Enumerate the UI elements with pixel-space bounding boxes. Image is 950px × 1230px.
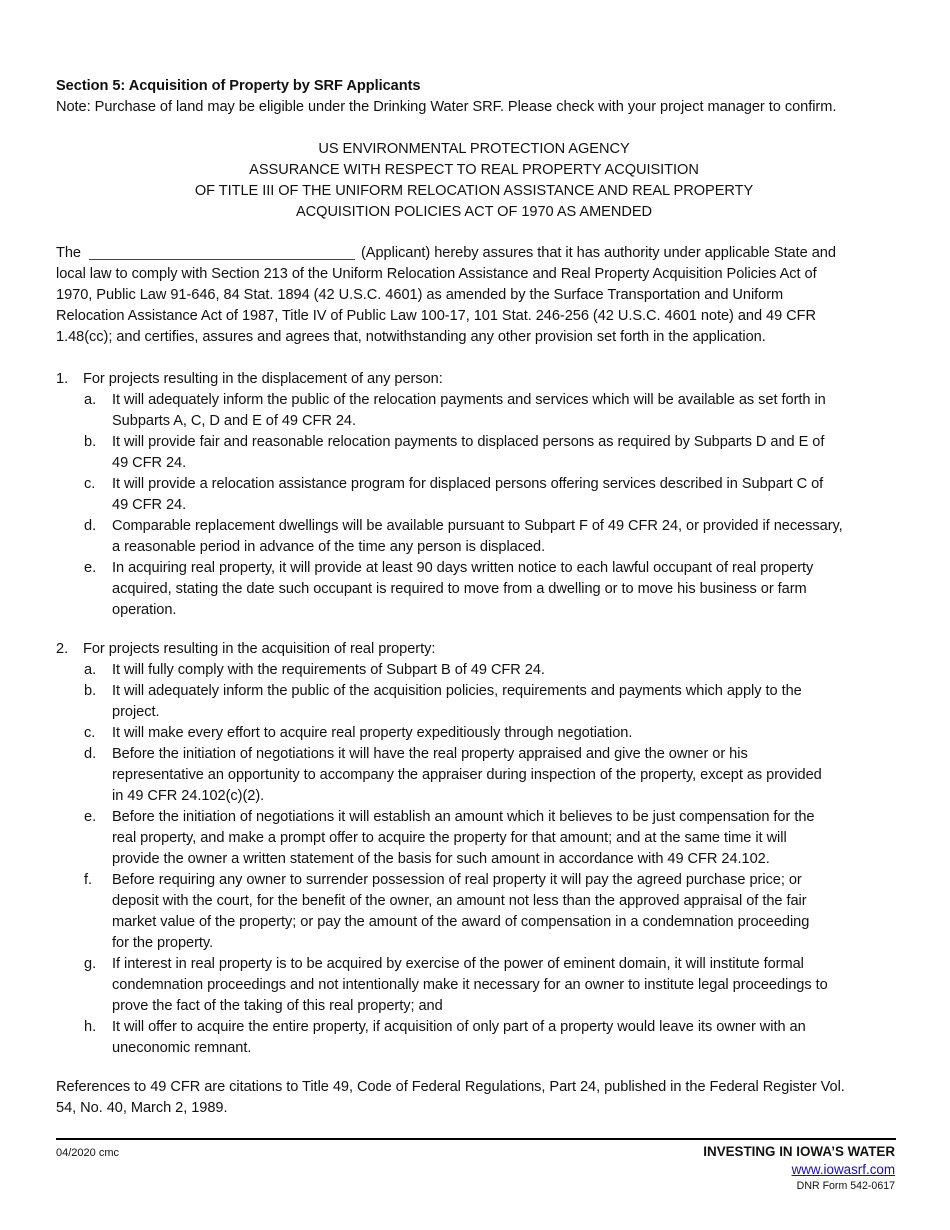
list-item-line: project. — [112, 704, 160, 720]
list-item — [56, 807, 898, 870]
footer-right-block — [703, 1143, 895, 1193]
list-item-line: representative an opportunity to accompany the appraiser during inspection of the property, except as provided — [112, 767, 822, 783]
intro-line: 1.48(cc); and certifies, assures and agrees that, notwithstanding any other provision set forth in the application. — [56, 329, 766, 345]
list-item-text — [112, 681, 898, 723]
website-link[interactable]: www.iowasrf.com — [791, 1162, 895, 1177]
list-item-letter: f. — [84, 872, 93, 888]
list-heading — [56, 369, 898, 390]
agency-heading-line: US ENVIRONMENTAL PROTECTION AGENCY — [318, 141, 630, 157]
list-item — [56, 870, 898, 954]
list-item — [56, 432, 898, 474]
list-item-letter: b. — [84, 683, 97, 699]
list-item-line: in 49 CFR 24.102(c)(2). — [112, 788, 265, 804]
list-item — [56, 390, 898, 432]
list-item — [56, 660, 898, 681]
list-item-letter: e. — [84, 809, 97, 825]
list-item-line: Comparable replacement dwellings will be available pursuant to Subpart F of 49 CFR 24, or provided if necessary, — [112, 518, 843, 534]
list-item-text — [112, 807, 898, 870]
section-note: Note: Purchase of land may be eligible under the Drinking Water SRF. Please check with your project manager to confirm. — [56, 99, 837, 115]
references-line: 54, No. 40, March 2, 1989. — [56, 1100, 228, 1116]
list-item-line: Before the initiation of negotiations it will establish an amount which it believes to be just compensation for the — [112, 809, 815, 825]
references-paragraph — [56, 1077, 898, 1119]
agency-heading-line: OF TITLE III OF THE UNIFORM RELOCATION ASSISTANCE AND REAL PROPERTY — [194, 183, 754, 199]
list-item-letter: e. — [84, 560, 97, 576]
footer-date-code: 04/2020 cmc — [56, 1147, 119, 1159]
list-item-text — [112, 558, 898, 621]
list-item-text — [112, 516, 898, 558]
references-line: References to 49 CFR are citations to Title 49, Code of Federal Regulations, Part 24, published in the Federal Register Vol. — [56, 1079, 845, 1095]
list-item — [56, 474, 898, 516]
displacement-list — [56, 369, 898, 621]
list-item-line: provide the owner a written statement of the basis for such amount in accordance with 49 CFR 24.102. — [112, 851, 770, 867]
list-item-line: 49 CFR 24. — [112, 455, 187, 471]
list-item-line: for the property. — [112, 935, 214, 951]
list-item-line: deposit with the court, for the benefit of the owner, an amount not less than the approved appraisal of the fair — [112, 893, 807, 909]
section-title: Section 5: Acquisition of Property by SRF Applicants — [56, 78, 421, 94]
list-item-line: It will adequately inform the public of the relocation payments and services which will be available as set forth in — [112, 392, 826, 408]
list-heading-text: For projects resulting in the displacement of any person: — [83, 371, 443, 387]
list-item-line: prove the fact of the taking of this real property; and — [112, 998, 443, 1014]
list-item-line: Before requiring any owner to surrender possession of real property it will pay the agreed purchase price; or — [112, 872, 802, 888]
list-item-line: market value of the property; or pay the amount of the award of compensation in a condemnation proceeding — [112, 914, 810, 930]
list-item-line: Subparts A, C, D and E of 49 CFR 24. — [112, 413, 356, 429]
list-item-line: acquired, stating the date such occupant is required to move from a dwelling or to move his business or farm — [112, 581, 807, 597]
list-item-line: It will make every effort to acquire real property expeditiously through negotiation. — [112, 725, 633, 741]
list-item-line: It will fully comply with the requirements of Subpart B of 49 CFR 24. — [112, 662, 545, 678]
list-item-letter: c. — [84, 725, 96, 741]
list-item — [56, 744, 898, 807]
list-heading-text: For projects resulting in the acquisition of real property: — [83, 641, 436, 657]
list-item-text — [112, 744, 898, 807]
intro-first-line — [56, 243, 898, 264]
list-item-line: It will provide a relocation assistance program for displaced persons offering services described in Subpart C of — [112, 476, 824, 492]
list-item — [56, 681, 898, 723]
intro-prefix: The — [56, 245, 81, 261]
list-item — [56, 1017, 898, 1059]
list-item-letter: c. — [84, 476, 96, 492]
list-item-line: real property, and make a prompt offer to acquire the property for that amount; and at the same time it will — [112, 830, 787, 846]
list-item-text — [112, 390, 898, 432]
list-item-letter: h. — [84, 1019, 97, 1035]
list-item — [56, 558, 898, 621]
intro-paragraph — [56, 243, 898, 348]
list-item-text — [112, 1017, 898, 1059]
list-item-letter: a. — [84, 662, 97, 678]
list-item-line: It will adequately inform the public of the acquisition policies, requirements and payments which apply to the — [112, 683, 802, 699]
list-item-line: condemnation proceedings and not intentionally make it necessary for an owner to institute legal proceedings to — [112, 977, 828, 993]
acquisition-list — [56, 639, 898, 1059]
list-item — [56, 723, 898, 744]
footer-divider — [56, 1138, 896, 1140]
list-heading — [56, 639, 898, 660]
list-item-text — [112, 474, 898, 516]
intro-after-blank: (Applicant) hereby assures that it has authority under applicable State and — [361, 245, 836, 261]
agency-heading-line: ACQUISITION POLICIES ACT OF 1970 AS AMENDED — [295, 204, 653, 220]
list-item-text — [112, 660, 898, 681]
list-item-line: a reasonable period in advance of the time any person is displaced. — [112, 539, 546, 555]
list-item-line: Before the initiation of negotiations it will have the real property appraised and give the owner or his — [112, 746, 748, 762]
list-item-letter: b. — [84, 434, 97, 450]
list-item-text — [112, 954, 898, 1017]
list-item-line: In acquiring real property, it will provide at least 90 days written notice to each lawful occupant of real property — [112, 560, 814, 576]
agency-heading-line: ASSURANCE WITH RESPECT TO REAL PROPERTY ACQUISITION — [249, 162, 699, 178]
list-item — [56, 516, 898, 558]
list-item-line: It will offer to acquire the entire property, if acquisition of only part of a property would leave its owner with an — [112, 1019, 806, 1035]
list-item-letter: a. — [84, 392, 97, 408]
list-item-line: It will provide fair and reasonable relocation payments to displaced persons as required by Subparts D and E of — [112, 434, 825, 450]
list-item-line: If interest in real property is to be acquired by exercise of the power of eminent domain, it will institute formal — [112, 956, 804, 972]
intro-line: Relocation Assistance Act of 1987, Title IV of Public Law 100-17, 101 Stat. 246-256 (42 U.S.C. 4601 note) and 49 CFR — [56, 308, 817, 324]
list-item-letter: d. — [84, 518, 97, 534]
list-item — [56, 954, 898, 1017]
list-item-line: operation. — [112, 602, 177, 618]
list-item-letter: d. — [84, 746, 97, 762]
agency-heading — [56, 139, 892, 223]
list-item-text — [112, 432, 898, 474]
list-item-line: 49 CFR 24. — [112, 497, 187, 513]
intro-line: local law to comply with Section 213 of the Uniform Relocation Assistance and Real Property Acquisition Policies Act of — [56, 266, 817, 282]
list-item-line: uneconomic remnant. — [112, 1040, 252, 1056]
form-number: DNR Form 542-0617 — [796, 1180, 895, 1192]
list-number: 2. — [56, 641, 69, 657]
list-item-text — [112, 870, 898, 954]
list-item-text — [112, 723, 898, 744]
list-item-letter: g. — [84, 956, 97, 972]
footer-brand: INVESTING IN IOWA’S WATER — [703, 1144, 895, 1159]
applicant-name-field[interactable] — [89, 244, 355, 260]
list-number: 1. — [56, 371, 69, 387]
intro-line: 1970, Public Law 91-646, 84 Stat. 1894 (42 U.S.C. 4601) as amended by the Surface Transportation and Uniform — [56, 287, 784, 303]
